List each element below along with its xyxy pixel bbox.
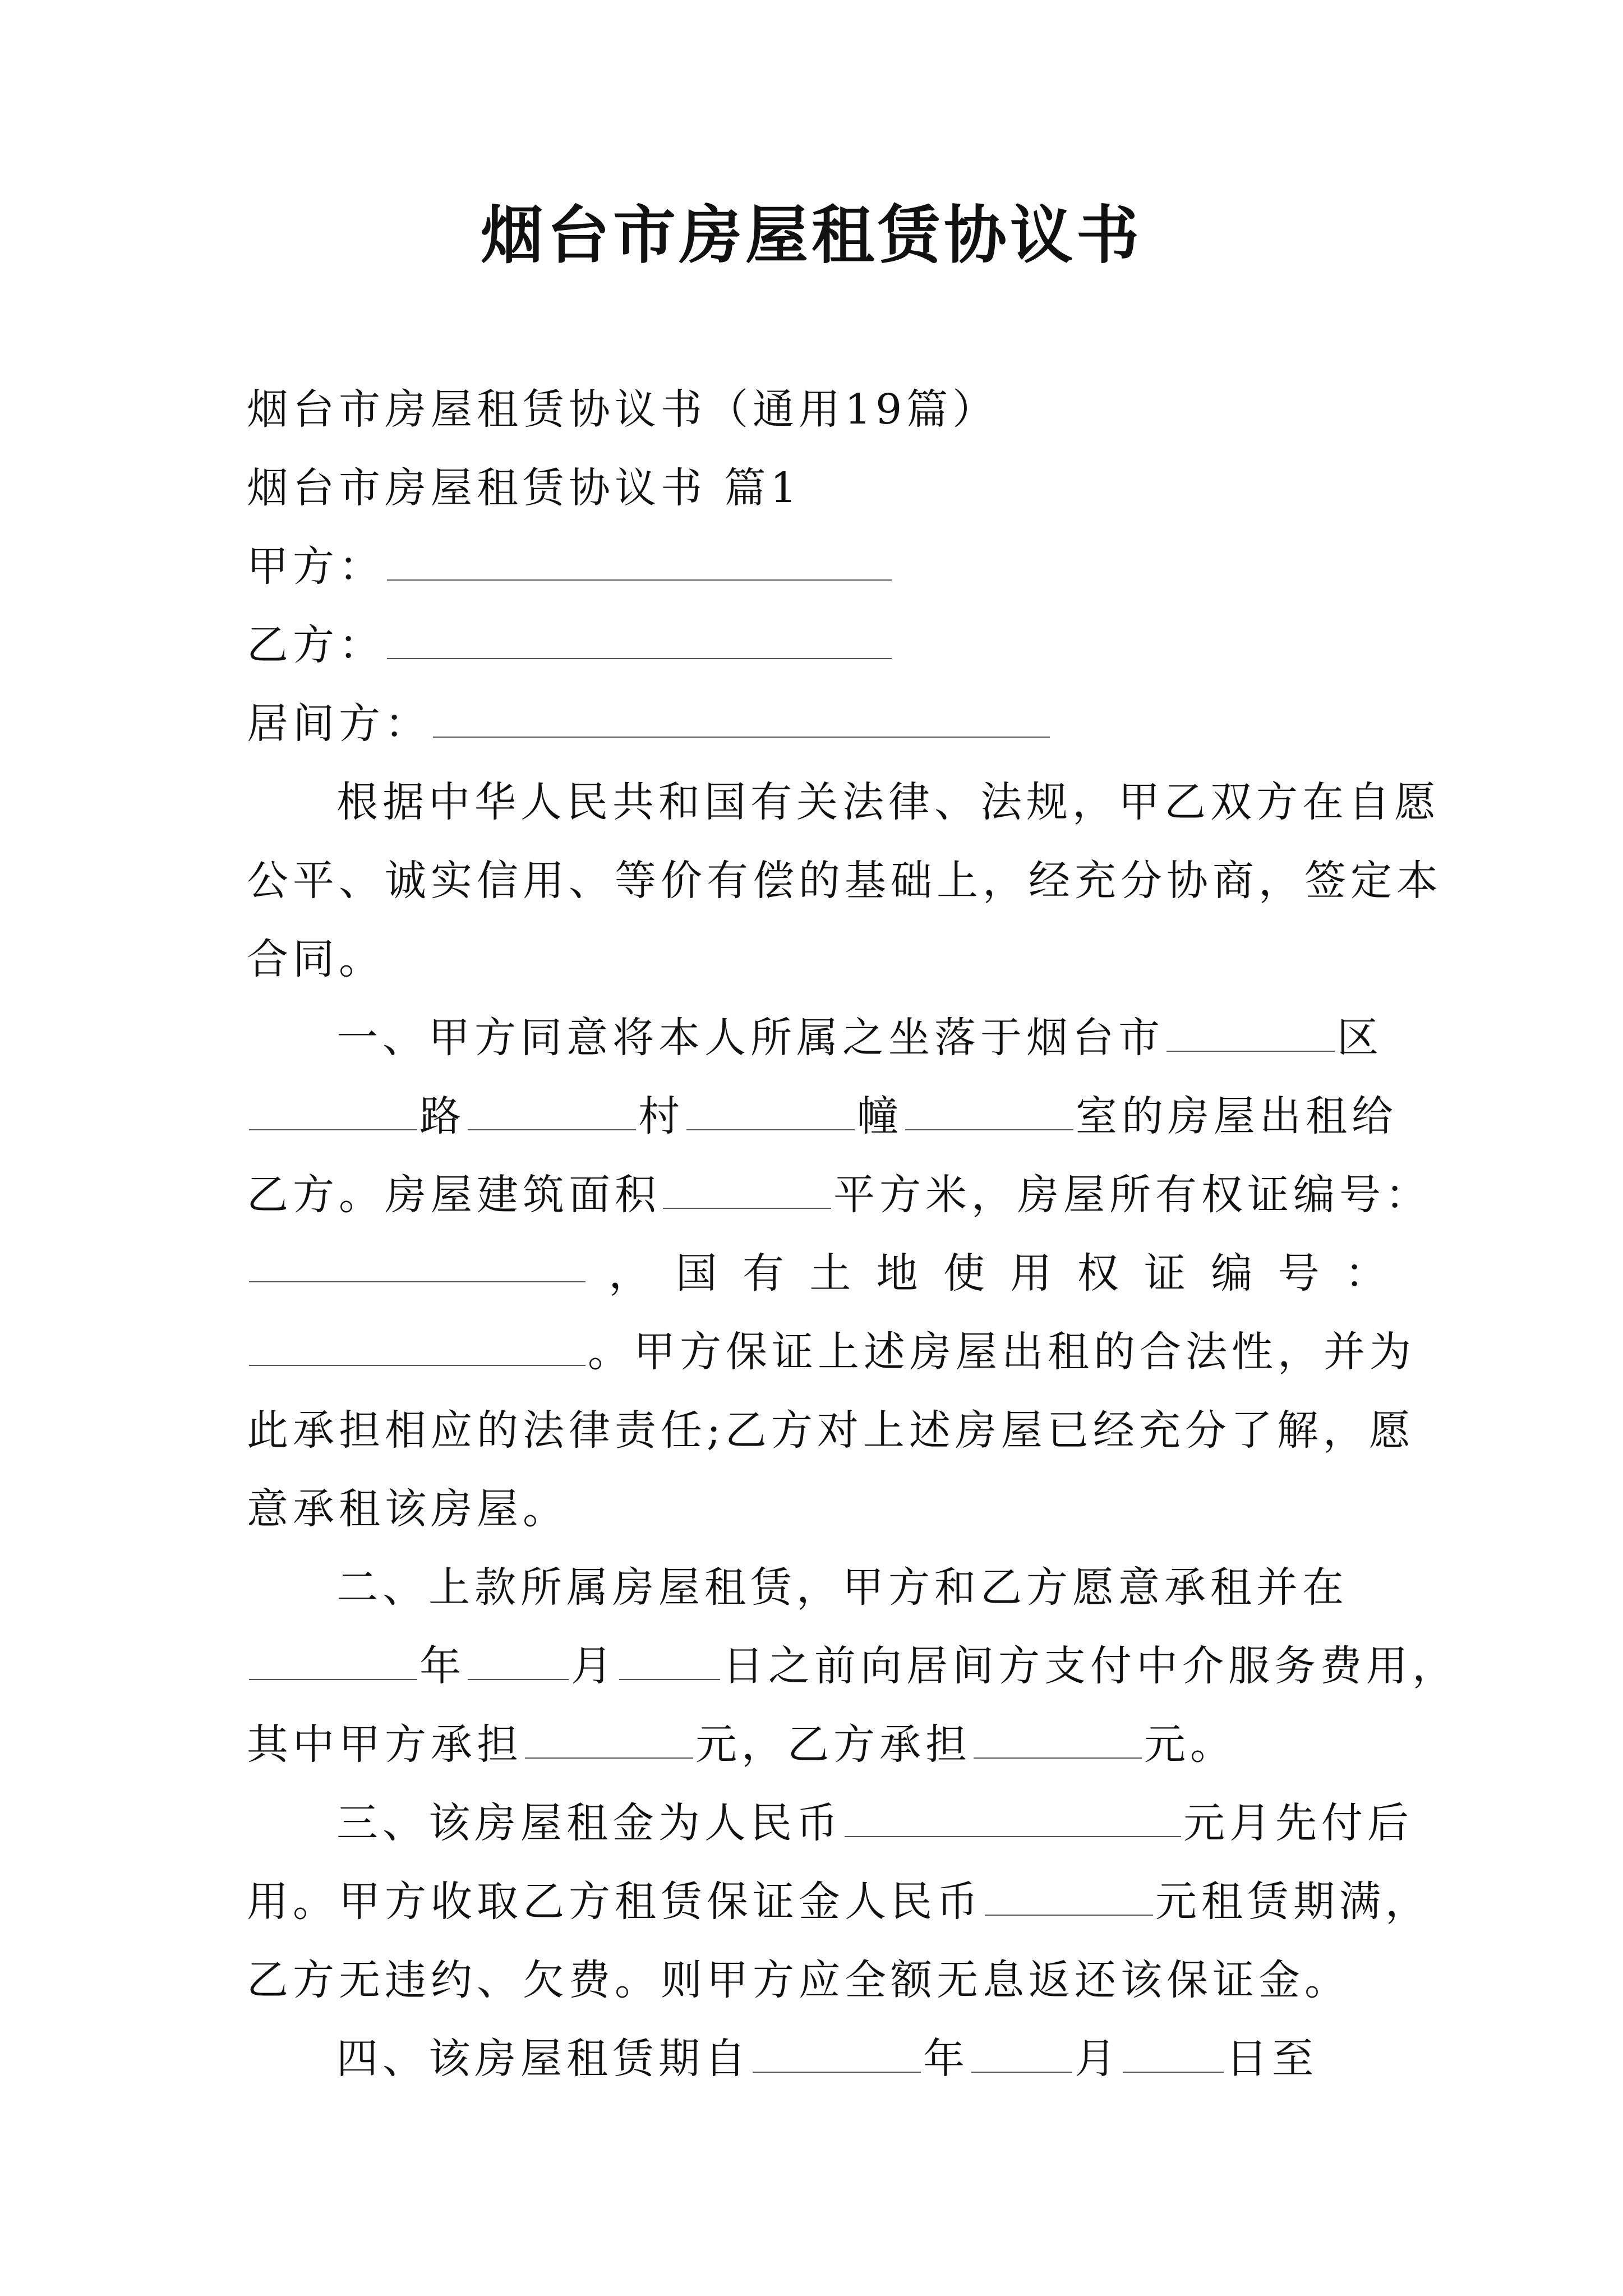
term-year-label: 年 — [923, 2035, 969, 2083]
section-heading: 烟台市房屋租赁协议书 篇1 — [247, 464, 801, 512]
land-cert-char: 土 — [809, 1249, 856, 1297]
term-day-blank — [1123, 2036, 1224, 2073]
clause1-line-4 — [247, 1245, 1391, 1301]
day-blank — [619, 1643, 720, 1680]
clause2-line-1: 二、上款所属房屋租赁，甲方和乙方愿意承租并在 — [336, 1563, 1348, 1612]
party-b-fee-blank — [974, 1722, 1142, 1759]
land-cert-char: 权 — [1077, 1249, 1123, 1297]
deposit-blank — [985, 1879, 1153, 1916]
party-a-blank — [387, 544, 892, 581]
land-cert-char: 证 — [1144, 1249, 1190, 1297]
term-year-blank — [753, 2036, 921, 2073]
land-cert-char: 编 — [1211, 1249, 1257, 1297]
intro-line-1: 根据中华人民共和国有关法律、法规，甲乙双方在自愿 — [336, 778, 1440, 826]
term-month-label: 月 — [1075, 2035, 1121, 2083]
broker-line — [247, 696, 1391, 752]
party-b-fee-label: 元，乙方承担 — [695, 1720, 971, 1769]
land-cert-char: 号 — [1278, 1249, 1324, 1297]
road-blank — [249, 1093, 417, 1130]
lease-expiry-label: 元租赁期满， — [1155, 1878, 1431, 1926]
road-label: 路 — [419, 1092, 465, 1140]
building-blank — [686, 1093, 855, 1130]
party-a-fee-label: 其中甲方承担 — [247, 1720, 523, 1769]
subtitle: 烟台市房屋租赁协议书（通用19篇） — [247, 385, 999, 434]
legality-text: 。甲方保证上述房屋出租的合法性，并为 — [588, 1328, 1415, 1376]
term-month-blank — [971, 2036, 1072, 2073]
term-label: 四、该房屋租赁期自 — [336, 2035, 750, 2083]
clause1-line-2 — [247, 1088, 1398, 1144]
village-label: 村 — [638, 1092, 684, 1140]
party-b-blank — [387, 622, 892, 659]
prepay-label: 元月先付后 — [1183, 1799, 1413, 1847]
room-label: 室的房屋出租给 — [1076, 1092, 1398, 1140]
rent-label: 三、该房屋租金为人民币 — [336, 1799, 842, 1847]
land-cert-blank — [249, 1329, 585, 1366]
intro-line-2: 公平、诚实信用、等价有偿的基础上，经充分协商，签定本 — [247, 857, 1442, 905]
area-blank — [663, 1172, 831, 1209]
ownership-cert-label: 平方米，房屋所有权证编号： — [833, 1171, 1431, 1219]
document-title: 烟台市房屋租赁协议书 — [481, 199, 1142, 272]
clause1-line-7: 意承租该房屋。 — [247, 1485, 569, 1533]
deposit-label: 用。甲方收取乙方租赁保证金人民币 — [247, 1878, 983, 1926]
rent-blank — [845, 1800, 1181, 1837]
clause3-line-3: 乙方无违约、欠费。则甲方应全额无息返还该保证金。 — [247, 1956, 1350, 2004]
clause2-line-3 — [247, 1717, 1391, 1773]
broker-label: 居间方： — [247, 700, 431, 748]
clause1-line-1 — [336, 1010, 1391, 1066]
colon: ： — [1344, 1249, 1391, 1297]
month-blank — [468, 1643, 569, 1680]
clause1-line-6: 此承担相应的法律责任;乙方对上述房屋已经充分了解，愿 — [247, 1406, 1415, 1455]
land-cert-char: 地 — [876, 1249, 923, 1297]
party-b-label: 乙方： — [247, 621, 385, 669]
land-cert-char: 国 — [675, 1249, 722, 1297]
land-cert-char: 有 — [742, 1249, 789, 1297]
party-a-line — [247, 539, 1391, 595]
month-label: 月 — [571, 1642, 617, 1690]
clause3-line-2 — [247, 1874, 1431, 1930]
room-blank — [905, 1093, 1073, 1130]
fee-text: 日之前向居间方支付中介服务费用， — [722, 1642, 1458, 1690]
building-label: 幢 — [857, 1092, 903, 1140]
district-blank — [1166, 1015, 1335, 1052]
party-a-label: 甲方： — [247, 542, 385, 591]
clause1-line-3 — [247, 1167, 1431, 1223]
party-b-line — [247, 617, 1391, 673]
clause4-line-1 — [336, 2031, 1391, 2087]
land-cert-char: 用 — [1010, 1249, 1057, 1297]
land-cert-char: 使 — [943, 1249, 989, 1297]
village-blank — [468, 1093, 636, 1130]
broker-blank — [433, 701, 1050, 738]
clause3-line-1 — [336, 1795, 1413, 1851]
party-a-fee-blank — [525, 1722, 693, 1759]
clause1-line-5 — [247, 1324, 1415, 1380]
clause1-text: 一、甲方同意将本人所属之坐落于烟台市 — [336, 1014, 1164, 1062]
year-blank — [249, 1643, 417, 1680]
area-label: 乙方。房屋建筑面积 — [247, 1171, 661, 1219]
term-day-label: 日至 — [1226, 2035, 1318, 2083]
year-label: 年 — [419, 1642, 465, 1690]
district-label: 区 — [1337, 1014, 1383, 1062]
comma: ， — [608, 1249, 655, 1297]
ownership-cert-blank — [249, 1245, 585, 1282]
clause2-line-2 — [247, 1638, 1458, 1694]
intro-line-3: 合同。 — [247, 935, 385, 983]
yuan-label: 元。 — [1144, 1720, 1236, 1769]
